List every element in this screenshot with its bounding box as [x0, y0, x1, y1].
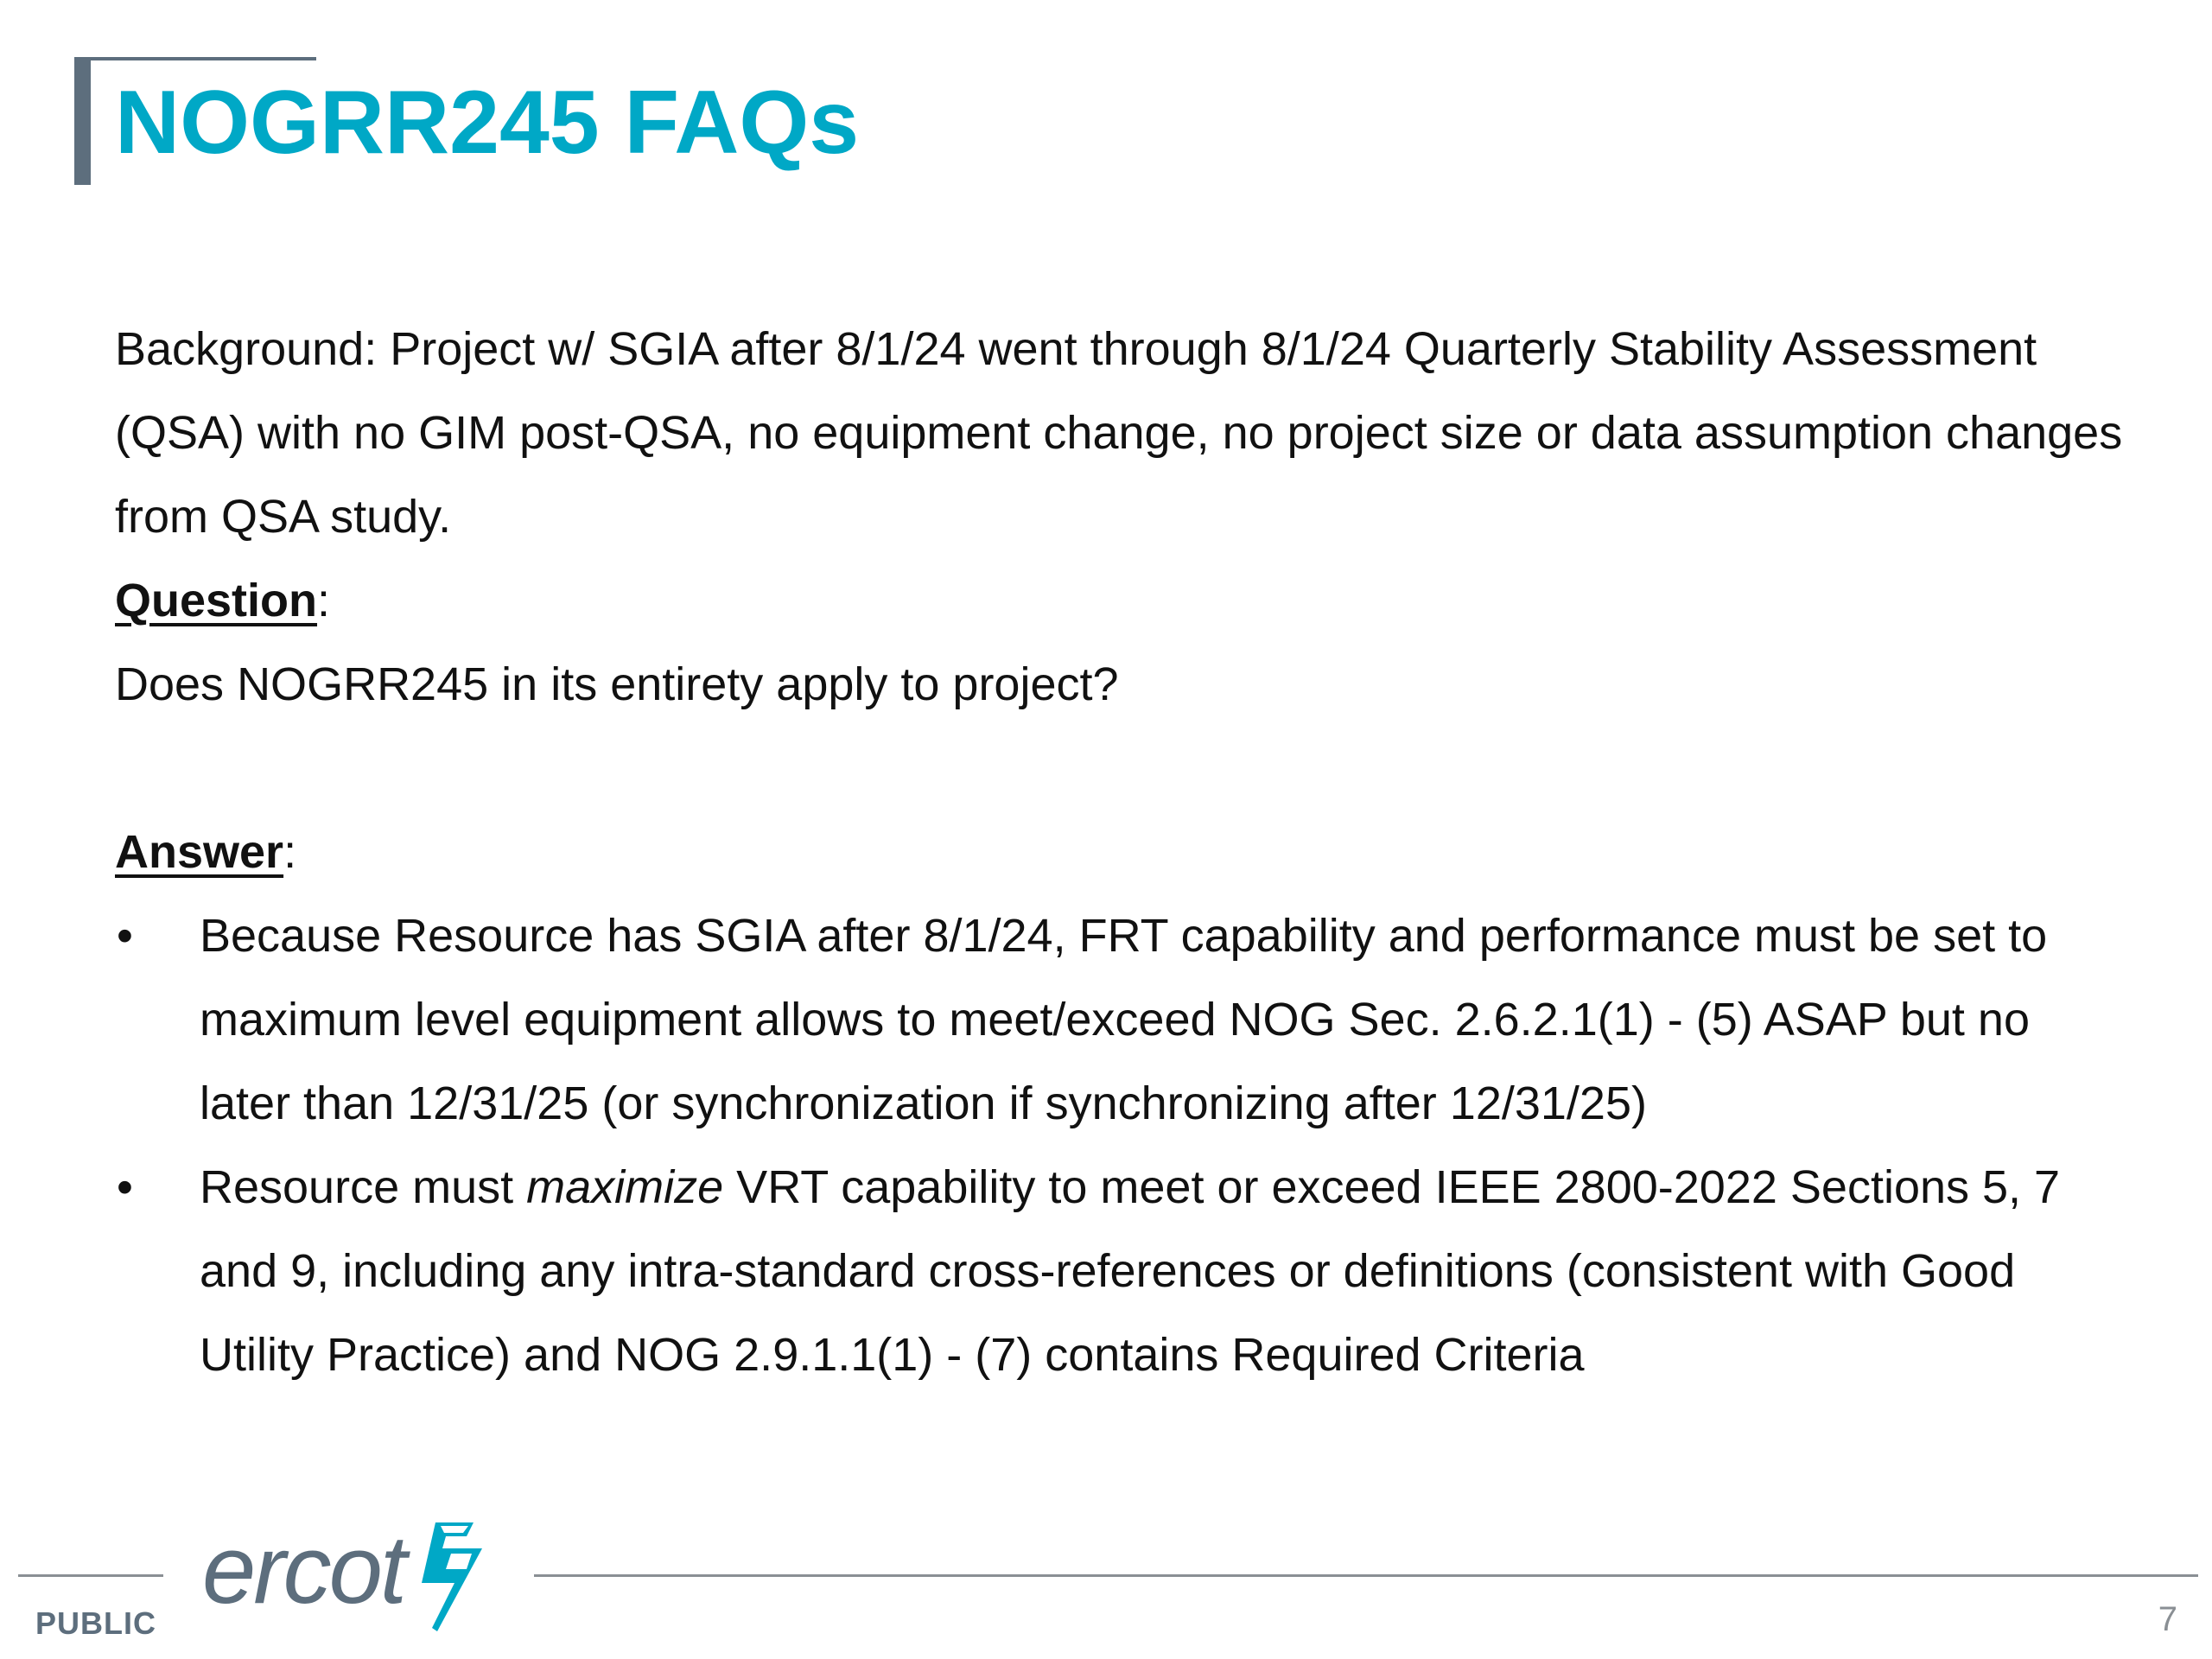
paragraph-spacer: [115, 727, 2128, 810]
answer-bullet-list: [115, 894, 2128, 1397]
footer-rule-right: [534, 1574, 2198, 1577]
slide-body: [115, 308, 2128, 1397]
bullet-emphasis: maximize: [526, 1161, 724, 1213]
question-text: Does NOGRR245 in its entirety apply to project?: [115, 658, 1119, 710]
ercot-logo: [202, 1514, 496, 1635]
answer-colon: :: [283, 826, 297, 878]
title-accent-bar: [74, 57, 91, 185]
classification-label: PUBLIC: [35, 1605, 156, 1641]
bullet-text-start: Resource must: [200, 1161, 527, 1213]
background-paragraph: Background: Project w/ SGIA after 8/1/24 went through 8/1/24 Quarterly Stability Assessment (QSA) with no GIM post-QSA, no equipment change, no project size or data assumption changes from QSA study.: [115, 323, 2123, 543]
footer-rule-left: [18, 1574, 163, 1577]
page-number: 7: [2158, 1600, 2177, 1638]
answer-heading: [115, 810, 2128, 894]
answer-label: Answer: [115, 826, 284, 878]
answer-bullet-item: [115, 894, 2128, 1146]
slide-title: NOGRR245 FAQs: [115, 73, 860, 173]
question-colon: :: [317, 575, 331, 626]
bullet-text-end: VRT capability to meet or exceed IEEE 2800-2022 Sections 5, 7 and 9, including any intra-standard cross-references or definitions (consistent with Good Utility Practice) and NOG 2.9.1.1(1) - (7) contains Required Criteria: [200, 1161, 2061, 1381]
bullet-marker: •: [117, 910, 133, 962]
title-accent-rule: [74, 57, 316, 60]
lightning-bolt-icon: [406, 1519, 493, 1635]
bullet-marker: •: [117, 1161, 133, 1213]
answer-bullet-item: [115, 1146, 2128, 1397]
question-heading: [115, 559, 2128, 643]
bullet-text: Because Resource has SGIA after 8/1/24, FRT capability and performance must be set to maximum level equipment allows to meet/exceed NOG Sec. 2.6.2.1(1) - (5) ASAP but no later than 12/31/25 (or synchronization if synchronizing after 12/31/25): [200, 910, 2048, 1129]
logo-wordmark: ercot: [202, 1516, 404, 1624]
question-label: Question: [115, 575, 318, 626]
